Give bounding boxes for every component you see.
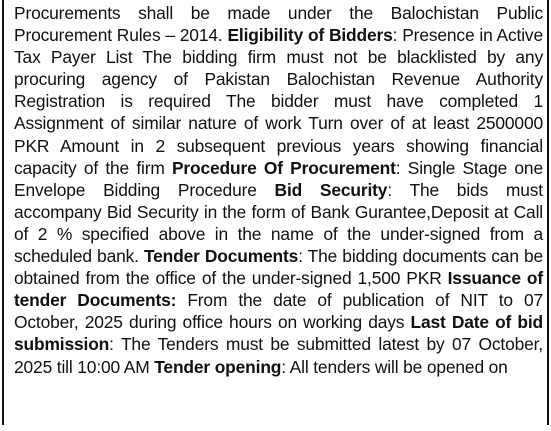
bid-security-heading: Bid Security	[274, 179, 388, 200]
page-cutoff	[0, 425, 551, 431]
bid-security-text: : The bids must accompany Bid Security in the form of Bank Gurantee,Deposit at Call of 2 % specified above in the name of the under-signed from a scheduled bank.	[14, 179, 543, 267]
tender-opening-text: : All tenders will be opened on	[281, 356, 508, 377]
issuance-text: From the date of publication of NIT to 07 October, 2025 during office hours on working days	[14, 290, 543, 333]
procedure-text: : Single Stage one Envelope Bidding Procedure	[14, 157, 543, 200]
tender-documents-text: : The bidding documents can be obtained from the office of the under-signed 1,500 PKR	[14, 246, 544, 289]
tender-documents-heading: Tender Documents	[143, 246, 299, 267]
last-date-text: : The Tenders must be submitted latest by 07 October, 2025 till 10:00 AM	[14, 334, 543, 377]
procedure-heading: Procedure Of Procurement	[171, 157, 396, 178]
last-date-heading: Last Date of bid submission	[14, 312, 543, 355]
tender-notice-body	[14, 0, 543, 378]
issuance-heading: Issuance of tender Documents:	[14, 268, 543, 311]
tender-opening-heading: Tender opening	[154, 356, 282, 377]
tender-notice-box	[2, 0, 549, 431]
eligibility-heading: Eligibility of Bidders	[227, 25, 393, 46]
procurement-rules-text: Procurements shall be made under the Balochistan Public Procurement Rules – 2014.	[14, 3, 543, 46]
eligibility-text: : Presence in Active Tax Payer List The bidding firm must not be blacklisted by any procuring agency of Pakistan Balochistan Revenue Authority Registration is required The bidder must have completed 1 Assignment of similar nature of work Turn over of at least 2500000 PKR Amount in 2 subsequent previous years showing financial capacity of the firm	[14, 25, 543, 178]
